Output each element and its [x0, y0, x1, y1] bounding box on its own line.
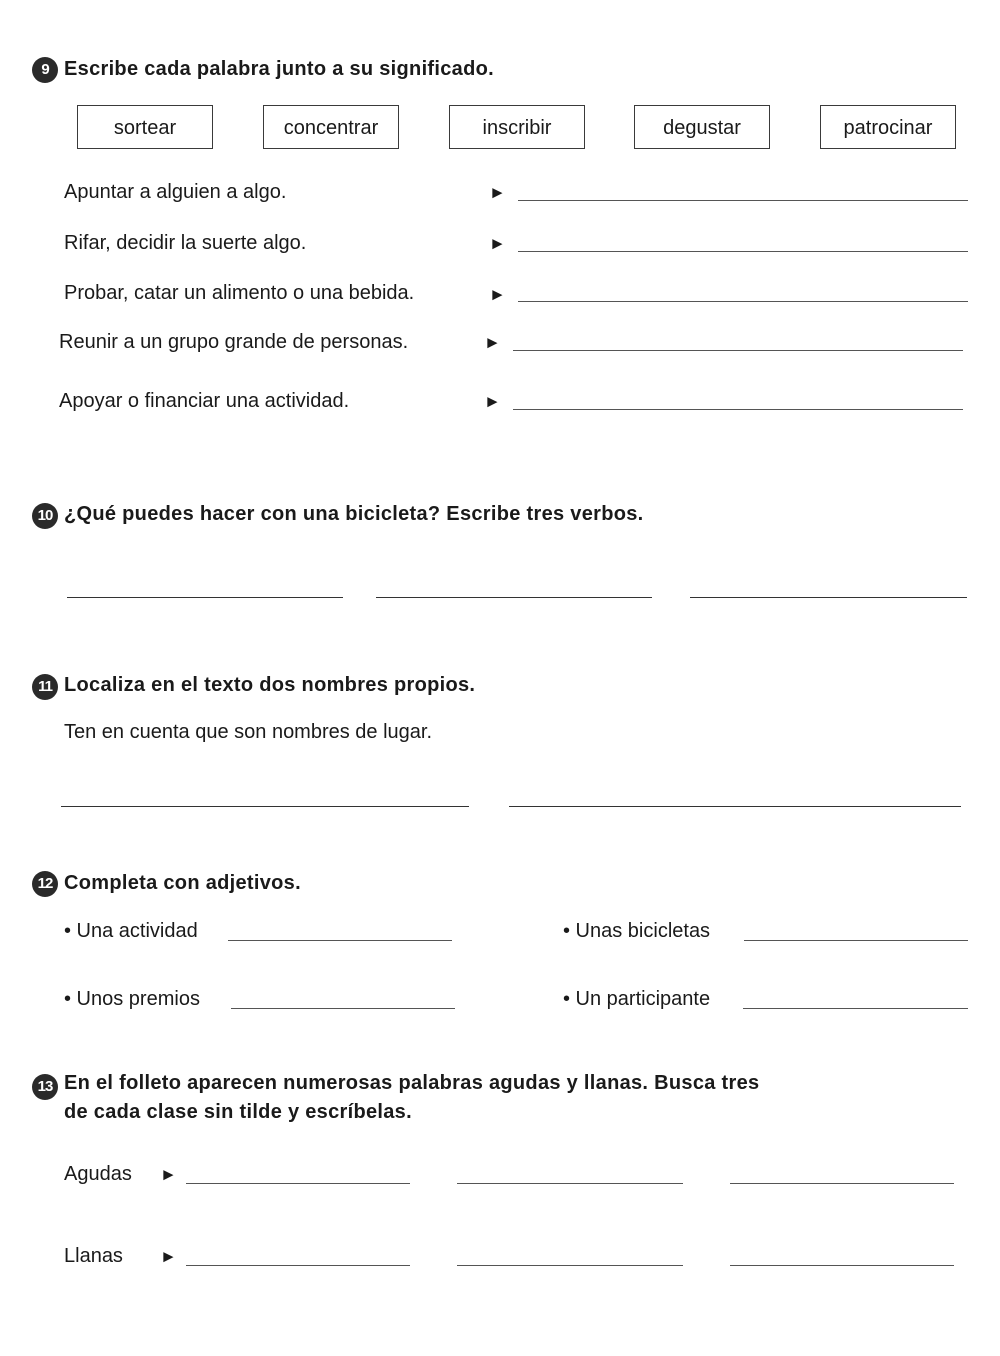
verb-answer-line-1[interactable] — [67, 597, 343, 598]
proper-noun-answer-line-2[interactable] — [509, 806, 961, 807]
row-label-agudas: Agudas — [64, 1163, 132, 1185]
definition-1: Apuntar a alguien a algo. — [64, 181, 287, 203]
exercise-10-number: 10 — [32, 503, 58, 529]
arrow-right-icon: ► — [489, 183, 506, 202]
definition-3: Probar, catar un alimento o una bebida. — [64, 282, 415, 304]
llanas-answer-line-1[interactable] — [186, 1265, 410, 1266]
adjective-answer-line-1[interactable] — [228, 940, 452, 941]
adjective-answer-line-3[interactable] — [231, 1008, 455, 1009]
exercise-10-title: ¿Qué puedes hacer con una bicicleta? Escribe tres verbos. — [64, 503, 644, 525]
exercise-9-number: 9 — [32, 57, 58, 83]
word-box-inscribir: inscribir — [449, 105, 585, 149]
exercise-9-title: Escribe cada palabra junto a su significado. — [64, 58, 494, 80]
exercise-11-number: 11 — [32, 674, 58, 700]
exercise-12-number: 12 — [32, 871, 58, 897]
exercise-11-subtitle: Ten en cuenta que son nombres de lugar. — [64, 721, 433, 743]
answer-line-definition-2[interactable] — [518, 251, 968, 252]
adjective-item-un-participante: • Un participante — [563, 988, 711, 1010]
agudas-answer-line-1[interactable] — [186, 1183, 410, 1184]
arrow-right-icon: ► — [160, 1247, 177, 1266]
proper-noun-answer-line-1[interactable] — [61, 806, 469, 807]
agudas-answer-line-3[interactable] — [730, 1183, 954, 1184]
word-box-degustar: degustar — [634, 105, 770, 149]
arrow-right-icon: ► — [160, 1165, 177, 1184]
exercise-13-title-line-2: de cada clase sin tilde y escríbelas. — [64, 1101, 412, 1123]
answer-line-definition-4[interactable] — [513, 350, 963, 351]
arrow-right-icon: ► — [489, 285, 506, 304]
arrow-right-icon: ► — [489, 234, 506, 253]
agudas-answer-line-2[interactable] — [457, 1183, 683, 1184]
definition-2: Rifar, decidir la suerte algo. — [64, 232, 307, 254]
arrow-right-icon: ► — [484, 333, 501, 352]
answer-line-definition-1[interactable] — [518, 200, 968, 201]
verb-answer-line-3[interactable] — [690, 597, 967, 598]
adjective-item-unos-premios: • Unos premios — [64, 988, 200, 1010]
adjective-answer-line-2[interactable] — [744, 940, 968, 941]
answer-line-definition-3[interactable] — [518, 301, 968, 302]
word-box-patrocinar: patrocinar — [820, 105, 956, 149]
adjective-answer-line-4[interactable] — [743, 1008, 968, 1009]
answer-line-definition-5[interactable] — [513, 409, 963, 410]
word-box-sortear: sortear — [77, 105, 213, 149]
adjective-item-una-actividad: • Una actividad — [64, 920, 198, 942]
exercise-13-title-line-1: En el folleto aparecen numerosas palabras agudas y llanas. Busca tres — [64, 1072, 760, 1094]
arrow-right-icon: ► — [484, 392, 501, 411]
definition-5: Apoyar o financiar una actividad. — [59, 390, 350, 412]
llanas-answer-line-3[interactable] — [730, 1265, 954, 1266]
definition-4: Reunir a un grupo grande de personas. — [59, 331, 409, 353]
word-box-concentrar: concentrar — [263, 105, 399, 149]
exercise-13-number: 13 — [32, 1074, 58, 1100]
llanas-answer-line-2[interactable] — [457, 1265, 683, 1266]
exercise-11-title: Localiza en el texto dos nombres propios. — [64, 674, 476, 696]
verb-answer-line-2[interactable] — [376, 597, 652, 598]
adjective-item-unas-bicicletas: • Unas bicicletas — [563, 920, 711, 942]
row-label-llanas: Llanas — [64, 1245, 123, 1267]
exercise-12-title: Completa con adjetivos. — [64, 872, 301, 894]
